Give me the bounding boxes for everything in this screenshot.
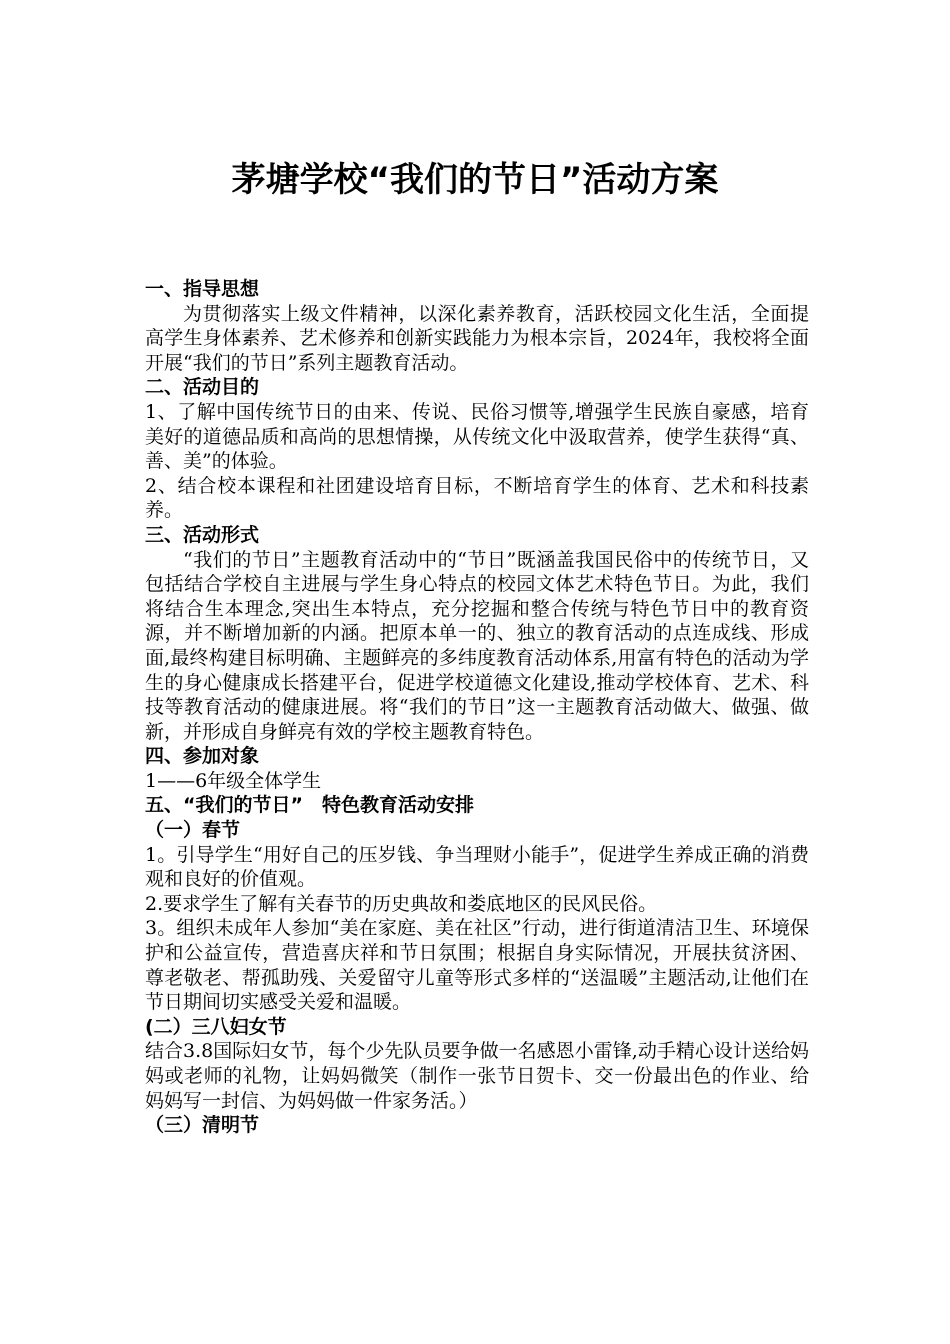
- subsection-heading: （一）春节: [145, 819, 241, 842]
- paragraph: 3。组织未成年人参加“美在家庭、美在社区”行动，进行街道清洁卫生、环境保护和公益宣传，营造喜庆祥和节日氛围；根据自身实际情况，开展扶贫济困、尊老敬老、帮孤助残、关爱留守儿童等形式多样的“送温暖”主题活动,让他们在节日期间切实感受关爱和温暖。: [145, 917, 809, 1014]
- paragraph: 为贯彻落实上级文件精神，以深化素养教育，活跃校园文化生活，全面提高学生身体素养、艺术修养和创新实践能力为根本宗旨，2024年，我校将全面开展“我们的节日”系列主题教育活动。: [145, 302, 809, 374]
- section-heading: 五、“我们的节日” 特色教育活动安排: [145, 794, 474, 817]
- paragraph: 1。引导学生“用好自己的压岁钱、争当理财小能手”，促进学生养成正确的消费观和良好的价值观。: [145, 843, 809, 891]
- paragraph: 1——6年级全体学生: [145, 769, 322, 792]
- section-heading: 三、活动形式: [145, 523, 260, 546]
- section-heading: 四、参加对象: [145, 745, 260, 768]
- paragraph: 结合3.8国际妇女节，每个少先队员要争做一名感恩小雷锋,动手精心设计送给妈妈或老师的礼物，让妈妈微笑（制作一张节日贺卡、交一份最出色的作业、给妈妈写一封信、为妈妈做一件家务活。）: [145, 1040, 809, 1112]
- document-body: [145, 277, 809, 1138]
- subsection-heading: (二）三八妇女节: [145, 1015, 287, 1038]
- section-heading: 一、指导思想: [145, 278, 260, 300]
- document-title: 茅塘学校“我们的节日”活动方案: [231, 160, 719, 200]
- paragraph: 2.要求学生了解有关春节的历史典故和娄底地区的民风民俗。: [145, 892, 658, 915]
- paragraph: 2、结合校本课程和社团建设培育目标，不断培育学生的体育、艺术和科技素养。: [145, 474, 809, 522]
- paragraph: “我们的节日”主题教育活动中的“节日”既涵盖我国民俗中的传统节日，又包括结合学校自主进展与学生身心特点的校园文体艺术特色节日。为此，我们将结合生本理念,突出生本特点，充分挖掘和整合传统与特色节日中的教育资源，并不断增加新的内涵。把原本单一的、独立的教育活动的点连成线、形成面,最终构建目标明确、主题鲜亮的多纬度教育活动体系,用富有特色的活动为学生的身心健康成长搭建平台，促进学校道德文化建设,推动学校体育、艺术、科技等教育活动的健康进展。将“我们的节日”这一主题教育活动做大、做强、做新，并形成自身鲜亮有效的学校主题教育特色。: [145, 548, 809, 743]
- paragraph: 1、了解中国传统节日的由来、传说、民俗习惯等,增强学生民族自豪感，培育美好的道德品质和高尚的思想情操，从传统文化中汲取营养，使学生获得“真、善、美”的体验。: [145, 400, 809, 473]
- subsection-heading: （三）清明节: [145, 1114, 260, 1137]
- section-heading: 二、活动目的: [145, 376, 260, 399]
